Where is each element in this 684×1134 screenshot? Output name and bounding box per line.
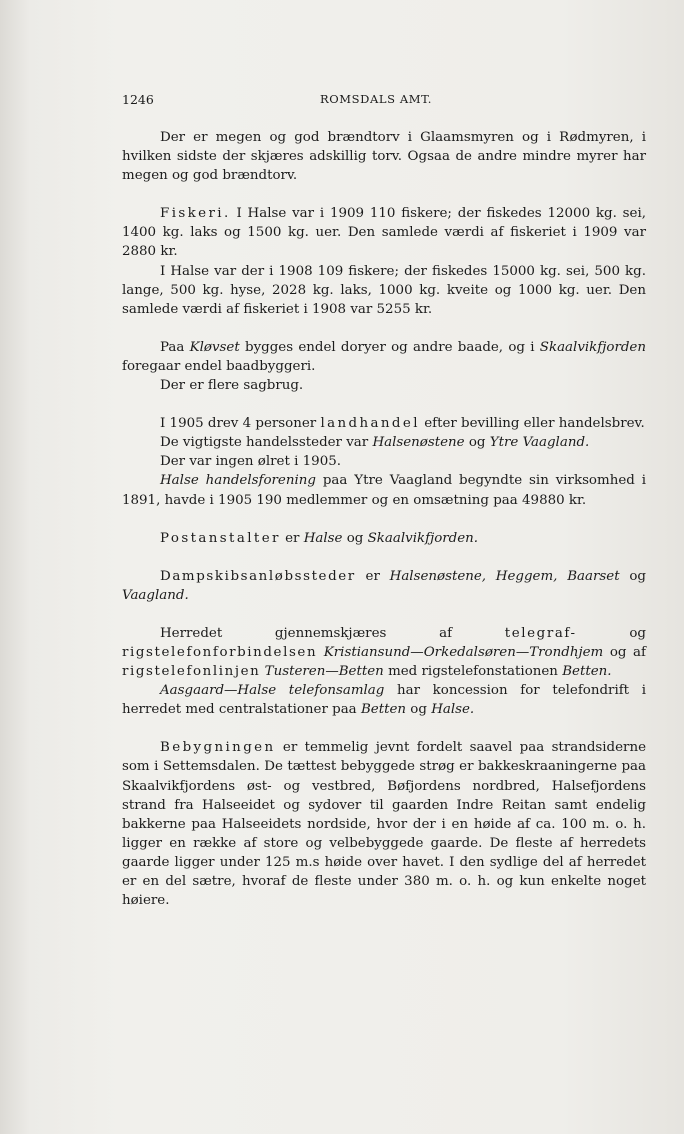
text-run: bygges endel doryer og andre baade, og i: [245, 339, 535, 355]
paragraph-handelssteder: [122, 433, 646, 452]
text-run: har koncession for telefondrift i herredet med centralstationer paa: [122, 683, 646, 718]
paragraph-telefonsamlag: [122, 681, 646, 719]
paragraph-baadbyggeri: [122, 338, 646, 376]
running-title: ROMSDALS AMT.: [320, 92, 432, 106]
paragraph-bebygningen: [122, 738, 646, 910]
route-tusteren-betten: Tusteren—Betten: [264, 664, 384, 680]
place-skaalvikfjorden: Skaalvikfjorden.: [367, 530, 479, 546]
org-aasgaard-halse: Aasgaard—Halse telefonsamlag: [160, 683, 385, 699]
place-betten: Betten.: [562, 664, 612, 680]
text-run: I 1905 drev 4 personer: [160, 416, 317, 432]
paragraph-fiskeri-1909: [122, 204, 646, 261]
fiskeri-1909-text: I Halse var i 1909 110 fiskere; der fiskedes 12000 kg. sei, 1400 kg. laks og 1500 kg. uer. Den samlede værdi af fiskeriet i 1909 var 2880 kr.: [122, 206, 646, 260]
text-run: er: [365, 568, 380, 584]
place-halsenøstene: Halsenøstene: [372, 435, 465, 451]
text-run: er temmelig jevnt fordelt saavel paa strandsiderne som i Settemsdalen. De tættest bebyggede strøg er bakkeskraaningerne paa Skaalvikfjordens øst- og vestbred, Bøfjordens nordbred, Halsefjordens strand fra Halseeidet og sydover til gaarden Indre Reitan samt endelig bakkerne paa Halseeidets nordside, hvor der i en høide af ca. 100 m. o. h. ligger en række af store og velbebyggede gaarde. De fleste af herredets gaarde ligger under 125 m.s høide over havet. I den sydlige del af herredet er en del sætre, hvoraf de fleste under 380 m. o. h. og kun enkelte noget høiere.: [122, 740, 646, 909]
page-number: 1246: [122, 92, 154, 107]
paragraph-telegraf: [122, 624, 646, 681]
spaced-term-bebygningen: Bebygningen: [160, 740, 276, 756]
paragraph-torv: Der er megen og god brændtorv i Glaamsmyren og i Rødmyren, i hvilken sidste der skjæres adskillig torv. Ogsaa de andre mindre myrer har megen og god brændtorv.: [122, 130, 646, 184]
place-halse: Halse: [303, 530, 343, 546]
text-run: og: [410, 702, 427, 718]
text-run: er: [285, 530, 300, 546]
paragraph-dampskibsanløbssteder: [122, 567, 646, 605]
text-run: og af: [609, 644, 646, 660]
text-run: De vigtigste handelssteder var: [160, 435, 369, 451]
spaced-term-dampskibsanløbssteder: Dampskibsanløbssteder: [160, 568, 356, 584]
paragraph-sagbrug: Der er flere sagbrug.: [160, 378, 304, 394]
text-run: efter bevilling eller handelsbrev.: [424, 416, 645, 432]
place-ytre-vaagland: Ytre Vaagland.: [489, 435, 590, 451]
spaced-term-landhandel: landhandel: [320, 416, 420, 432]
text-run: og: [468, 435, 486, 451]
paragraph-fiskeri-1908: I Halse var der i 1908 109 fiskere; der fiskedes 15000 kg. sei, 500 kg. lange, 500 kg. hyse, 2028 kg. laks, 1000 kg. kveite og 1000 kg. uer. Den samlede værdi af fiskeriet i 1908 var 5255 kr.: [122, 263, 646, 317]
spaced-term-rigstelefonforbindelsen: rigstelefonforbindelsen: [122, 644, 318, 660]
org-halse-handelsforening: Halse handelsforening: [160, 473, 316, 489]
paragraph-ølret: Der var ingen ølret i 1905.: [160, 454, 341, 470]
body-text: [122, 128, 646, 910]
text-run: og: [629, 625, 646, 641]
text-run: med rigstelefonstationen: [388, 664, 558, 680]
place-skaalvikfjorden: Skaalvikfjorden: [539, 339, 646, 355]
spaced-term-rigstelefonlinjen: rigstelefonlinjen: [122, 664, 261, 680]
text-run: foregaar endel baadbyggeri.: [122, 358, 316, 374]
text-run: og: [629, 568, 646, 584]
paragraph-handelsforening: [122, 471, 646, 509]
place-kløvset: Kløvset: [189, 339, 240, 355]
text-run: Herredet gjennemskjæres af: [160, 625, 453, 641]
place-halse: Halse.: [431, 702, 475, 718]
place-betten: Betten: [360, 702, 407, 718]
spaced-term-postanstalter: Postanstalter: [160, 530, 281, 546]
text-run: paa Ytre Vaagland begyndte sin virksomhed i 1891, havde i 1905 190 medlemmer og en omsætning paa 49880 kr.: [122, 473, 646, 508]
spaced-term-telegraf: telegraf-: [504, 625, 577, 641]
place-vaagland: Vaagland.: [122, 587, 189, 603]
section-heading-fiskeri: Fiskeri.: [160, 206, 231, 222]
paragraph-postanstalter: [122, 529, 646, 548]
route-kristiansund: Kristiansund—Orkedalsøren—Trondhjem: [323, 644, 604, 660]
page-header: [122, 92, 646, 112]
paragraph-landhandel: [122, 414, 646, 433]
place-list: Halsenøstene, Heggem, Baarset: [389, 568, 620, 584]
text-run: og: [346, 530, 364, 546]
text-run: Paa: [160, 339, 185, 355]
